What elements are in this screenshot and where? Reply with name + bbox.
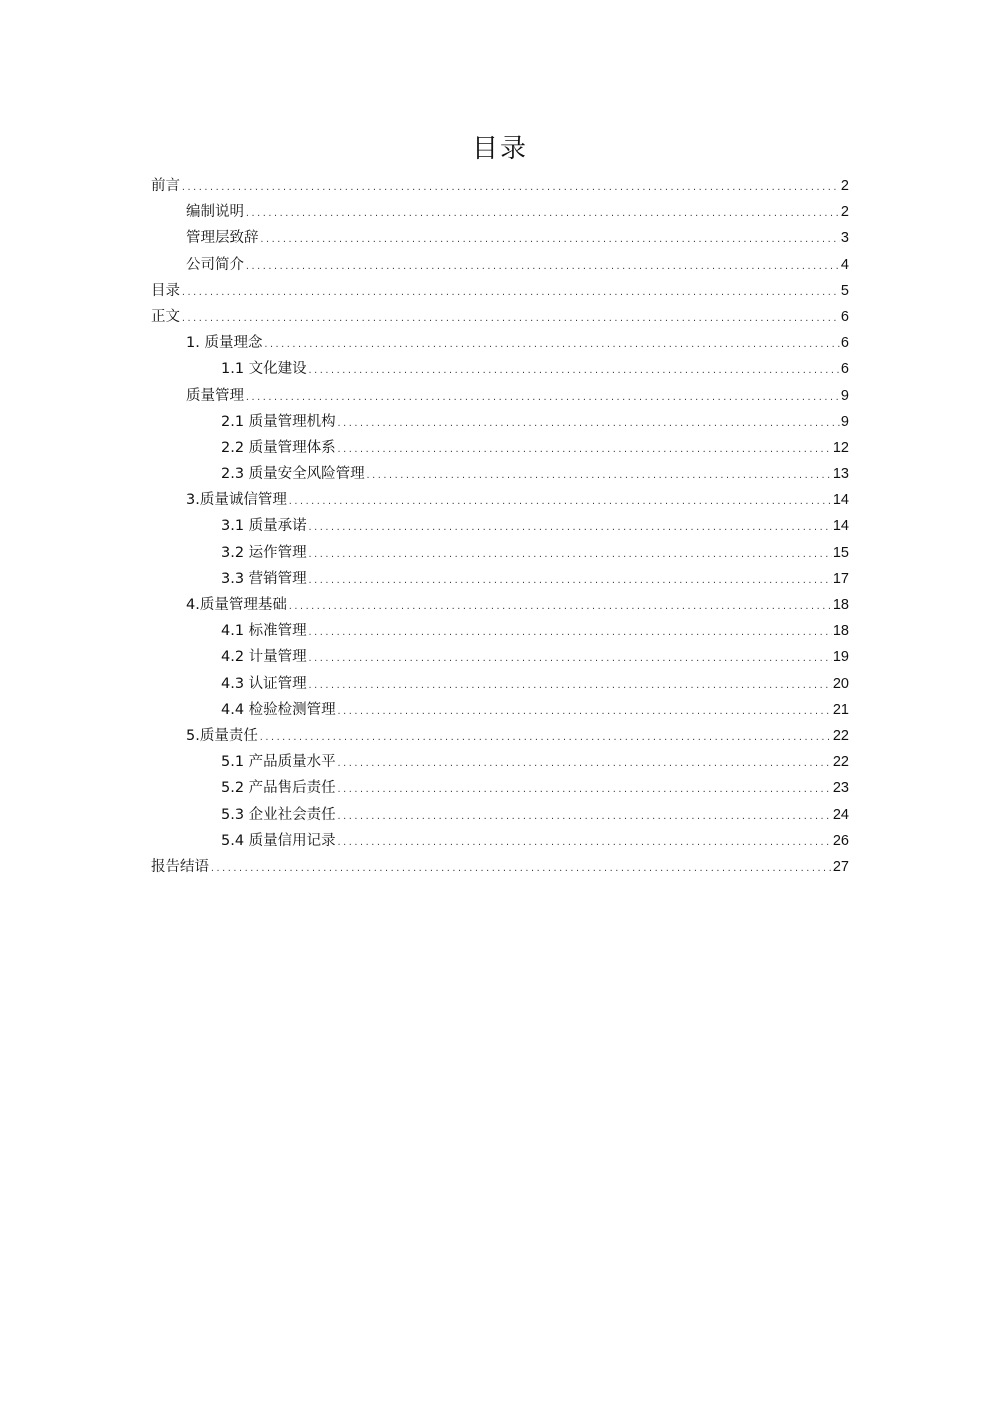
toc-entry-label: 3.质量诚信管理 bbox=[186, 492, 287, 509]
toc-entry-label: 2.1 质量管理机构 bbox=[221, 413, 336, 430]
toc-entry-page-number: 2 bbox=[840, 178, 849, 194]
toc-entry-label: 目录 bbox=[151, 282, 180, 299]
toc-entry-label: 5.4 质量信用记录 bbox=[221, 832, 336, 849]
toc-entry[interactable] bbox=[151, 304, 849, 330]
dot-leader bbox=[181, 280, 840, 306]
toc-entry-label: 管理层致辞 bbox=[186, 230, 259, 247]
toc-entry-label: 编制说明 bbox=[186, 204, 244, 221]
toc-entry-page-number: 27 bbox=[832, 858, 849, 875]
toc-entry[interactable] bbox=[151, 278, 849, 304]
toc-entry[interactable] bbox=[151, 618, 849, 644]
toc-entry-page-number: 9 bbox=[840, 387, 849, 404]
dot-leader bbox=[245, 254, 840, 280]
dot-leader bbox=[181, 306, 840, 332]
dot-leader bbox=[308, 646, 832, 672]
toc-entry[interactable] bbox=[151, 566, 849, 592]
toc-entry-label: 3.2 运作管理 bbox=[221, 544, 307, 561]
toc-entry-page-number: 2 bbox=[840, 204, 849, 221]
dot-leader bbox=[263, 332, 839, 358]
dot-leader bbox=[337, 699, 832, 725]
toc-entry-label: 5.2 产品售后责任 bbox=[221, 780, 336, 797]
dot-leader bbox=[366, 463, 832, 489]
toc-entry-label: 4.3 认证管理 bbox=[221, 675, 307, 692]
toc-entry-page-number: 26 bbox=[832, 832, 849, 849]
dot-leader bbox=[337, 830, 832, 856]
toc-entry[interactable] bbox=[151, 828, 849, 854]
toc-entry-page-number: 17 bbox=[832, 570, 849, 587]
dot-leader bbox=[245, 201, 840, 227]
toc-entry[interactable] bbox=[151, 461, 849, 487]
toc-entry[interactable] bbox=[151, 513, 849, 539]
toc-entry[interactable] bbox=[151, 644, 849, 670]
toc-entry-page-number: 4 bbox=[840, 256, 849, 273]
toc-entry[interactable] bbox=[151, 487, 849, 513]
toc-entry[interactable] bbox=[151, 199, 849, 225]
toc-entry[interactable] bbox=[151, 854, 849, 880]
toc-entry-page-number: 18 bbox=[832, 623, 849, 640]
toc-entry-label: 4.4 检验检测管理 bbox=[221, 701, 336, 718]
dot-leader bbox=[260, 227, 840, 253]
toc-entry-page-number: 22 bbox=[832, 727, 849, 744]
toc-entry[interactable] bbox=[151, 435, 849, 461]
toc-entry-page-number: 9 bbox=[840, 413, 849, 430]
toc-entry-label: 5.1 产品质量水平 bbox=[221, 754, 336, 771]
toc-entry[interactable] bbox=[151, 225, 849, 251]
dot-leader bbox=[181, 175, 840, 201]
toc-entry[interactable] bbox=[151, 697, 849, 723]
toc-entry-page-number: 24 bbox=[832, 806, 849, 823]
dot-leader bbox=[308, 515, 832, 541]
toc-entry-page-number: 6 bbox=[840, 308, 849, 325]
table-of-contents bbox=[151, 173, 849, 880]
toc-entry[interactable] bbox=[151, 383, 849, 409]
dot-leader bbox=[337, 437, 832, 463]
toc-entry-label: 正文 bbox=[151, 308, 180, 325]
toc-entry-label: 1. 质量理念 bbox=[186, 335, 263, 352]
dot-leader bbox=[337, 411, 840, 437]
toc-entry-page-number: 14 bbox=[832, 518, 849, 535]
toc-entry-label: 4.1 标准管理 bbox=[221, 623, 307, 640]
toc-entry[interactable] bbox=[151, 409, 849, 435]
toc-entry[interactable] bbox=[151, 356, 849, 382]
dot-leader bbox=[210, 856, 832, 882]
dot-leader bbox=[259, 725, 832, 751]
dot-leader bbox=[308, 568, 832, 594]
toc-entry-label: 5.3 企业社会责任 bbox=[221, 806, 336, 823]
toc-entry-page-number: 20 bbox=[832, 675, 849, 692]
toc-entry-label: 4.质量管理基础 bbox=[186, 597, 287, 613]
toc-entry[interactable] bbox=[151, 330, 849, 356]
toc-entry[interactable] bbox=[151, 775, 849, 801]
toc-entry-page-number: 14 bbox=[832, 492, 849, 509]
dot-leader bbox=[308, 673, 832, 699]
toc-entry-page-number: 18 bbox=[832, 597, 849, 613]
dot-leader bbox=[288, 489, 832, 515]
toc-entry-label: 3.3 营销管理 bbox=[221, 570, 307, 587]
toc-entry-page-number: 12 bbox=[832, 439, 849, 456]
toc-entry[interactable] bbox=[151, 540, 849, 566]
toc-entry-label: 前言 bbox=[151, 178, 180, 194]
toc-entry-label: 2.2 质量管理体系 bbox=[221, 439, 336, 456]
toc-entry-page-number: 21 bbox=[832, 701, 849, 718]
toc-entry-page-number: 15 bbox=[832, 544, 849, 561]
toc-entry-page-number: 3 bbox=[840, 230, 849, 247]
toc-entry-page-number: 13 bbox=[832, 466, 849, 483]
toc-entry-label: 4.2 计量管理 bbox=[221, 649, 307, 666]
toc-entry-page-number: 22 bbox=[832, 754, 849, 771]
toc-entry-page-number: 19 bbox=[832, 649, 849, 666]
dot-leader bbox=[308, 542, 832, 568]
toc-entry-label: 3.1 质量承诺 bbox=[221, 518, 307, 535]
toc-entry-label: 公司简介 bbox=[186, 256, 244, 273]
dot-leader bbox=[337, 804, 832, 830]
toc-entry[interactable] bbox=[151, 252, 849, 278]
toc-entry-label: 5.质量责任 bbox=[186, 727, 258, 744]
toc-entry[interactable] bbox=[151, 723, 849, 749]
toc-entry-page-number: 23 bbox=[832, 780, 849, 797]
toc-entry[interactable] bbox=[151, 173, 849, 199]
page-title: 目录 bbox=[471, 134, 528, 164]
dot-leader bbox=[288, 594, 832, 620]
toc-entry[interactable] bbox=[151, 802, 849, 828]
toc-entry-page-number: 6 bbox=[840, 361, 849, 378]
dot-leader bbox=[308, 358, 840, 384]
toc-entry[interactable] bbox=[151, 749, 849, 775]
dot-leader bbox=[308, 620, 832, 646]
toc-entry-page-number: 6 bbox=[840, 335, 849, 352]
toc-entry-page-number: 5 bbox=[840, 282, 849, 299]
toc-entry-label: 1.1 文化建设 bbox=[221, 361, 307, 378]
dot-leader bbox=[245, 385, 840, 411]
toc-entry[interactable] bbox=[151, 592, 849, 618]
toc-entry[interactable] bbox=[151, 671, 849, 697]
dot-leader bbox=[337, 751, 832, 777]
dot-leader bbox=[337, 777, 832, 803]
toc-entry-label: 报告结语 bbox=[151, 858, 209, 875]
toc-entry-label: 2.3 质量安全风险管理 bbox=[221, 466, 365, 483]
toc-entry-label: 质量管理 bbox=[186, 387, 244, 404]
